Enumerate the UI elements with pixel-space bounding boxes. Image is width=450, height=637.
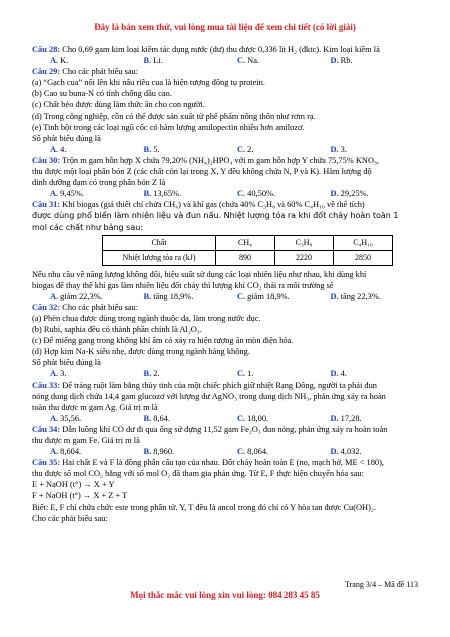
q33-options (50, 413, 424, 424)
question-text: thu được một loại phân bón Z (các chất còn lại trong X, Y đều không chứa N, P và K). Hàm lượng độ (32, 167, 372, 177)
question-text: dinh dưỡng đạm có trong phân bón Z là (32, 178, 166, 188)
question-text: Cho 0,69 gam kim loại kiềm tác dụng nước (dư) thu được 0,336 lít H₂ (đktc). Kim loại kiềm là (62, 45, 380, 54)
heat-table (102, 235, 393, 266)
option-a[interactable]: A. 4. (50, 144, 67, 154)
question-text: toàn thu được m gam Ag. Giá trị m là (32, 402, 158, 412)
table-header-cell: C₃H₈ (275, 235, 334, 250)
table-header-cell: Chất (103, 235, 216, 250)
option-a[interactable]: A. 3. (50, 369, 67, 379)
table-cell: 890 (216, 250, 275, 265)
option-d[interactable]: D. 4. (330, 369, 347, 379)
question-label: Câu 28: (32, 45, 61, 54)
question-33: Câu 33: Để tráng ruột làm bằng thủy tinh của một chiếc phích giữ nhiệt Rạng Đông, người ta phải đun (32, 380, 377, 390)
table-row (103, 250, 393, 265)
option-a[interactable]: A. 9,45%. (50, 189, 84, 199)
option-b[interactable]: B. 13,65%. (143, 189, 182, 199)
statement: (e) Tinh bột trong các loại ngũ cốc có hàm lượng amilopectin nhiều hơn amilozơ. (32, 122, 305, 132)
option-d[interactable]: D. 17,28. (330, 413, 362, 423)
question-text: thu được m gam Fe. Giá trị m là (32, 436, 140, 445)
option-b[interactable]: B. 2. (143, 369, 160, 379)
option-a[interactable]: A. giảm 22,3%. (50, 291, 103, 301)
exam-content (32, 44, 424, 524)
q29-options (50, 144, 424, 155)
option-c[interactable]: C. 8,064. (237, 447, 269, 457)
count-prompt: Số phát biểu đúng là (32, 358, 101, 368)
statement: (c) Để miếng gang trong không khí ẩm có xảy ra hiện tượng ăn mòn điện hóa. (32, 336, 294, 346)
q28-options (50, 55, 424, 66)
question-31: Câu 31: Khí biogas (giả thiết chỉ chứa CH₄) và khí gas (chứa 40% C₃H₈ và 60% C₄H₁₀ về thể tích) (32, 200, 365, 210)
table-cell: Nhiệt lượng tỏa ra (kJ) (103, 250, 216, 265)
option-a[interactable]: A. K. (50, 56, 69, 66)
q32-options (50, 368, 424, 379)
reaction-equation: F + NaOH (t°) → X + Z + T (32, 491, 128, 501)
option-c[interactable]: C. 2. (237, 144, 254, 154)
statement: (a) Phèn chua được dùng trong ngành thuộc da, làm trong nước đục. (32, 313, 261, 323)
question-text: biogas để thay thế khí gas làm nhiên liệu đốt cháy thì lượng khí CO₂ thải ra môi trường sẽ (32, 280, 334, 290)
option-b[interactable]: B. Li. (143, 56, 163, 66)
table-cell: 2220 (275, 250, 334, 265)
statement: (b) Cao su buna-N có tính chống dầu cao. (32, 89, 172, 99)
statement: (d) Hợp kim Na-K siêu nhẹ, được dùng trong ngành hàng không. (32, 347, 250, 357)
question-35: Câu 35: Hai chất E và F là đồng phân cấu tạo của nhau. Đốt cháy hoàn toàn E (no, mạch hở, ME < 180), (32, 458, 384, 468)
option-d[interactable]: D. 4,032. (330, 447, 362, 457)
reaction-equation: E + NaOH (t°) → X + Y (32, 480, 115, 490)
question-text: mol các chất như bảng sau: (32, 222, 144, 232)
page-info: Trang 3/4 – Mã đề 113 (345, 580, 418, 589)
header-banner: Đây là bản xem thử, vui lòng mua tài liệu để xem chi tiết (có lời giải) (94, 22, 356, 32)
question-28 (32, 44, 424, 55)
option-d[interactable]: D. 3. (330, 144, 347, 154)
option-a[interactable]: A. 8,604. (50, 447, 82, 457)
question-text: Nếu nhu cầu về năng lượng không đổi, hiệu suất sử dụng các loại nhiên liệu như nhau, khi dùng khí (32, 269, 367, 279)
option-c[interactable]: C. 18,00. (237, 413, 269, 423)
option-d[interactable]: D. 29,25%. (330, 189, 369, 199)
option-b[interactable]: B. tăng 18,9%. (143, 291, 194, 301)
statement: (c) Chất béo được dùng làm thức ăn cho con người. (32, 100, 205, 110)
q31-options (50, 291, 424, 302)
question-text: Biết: E, F chỉ chứa chức este trong phân tử. Y, T đều là ancol trong đó chỉ có Y hòa tan được Cu(OH)₂. (32, 502, 376, 512)
option-d[interactable]: D. tăng 22,3%. (330, 291, 381, 301)
table-cell: 2850 (334, 250, 393, 265)
option-c[interactable]: C. 40,50%. (237, 189, 276, 199)
option-b[interactable]: B. 8,64. (143, 413, 170, 423)
option-c[interactable]: C. giảm 18,9%. (237, 291, 290, 301)
table-header-cell: C₄H₁₀ (334, 235, 393, 250)
table-header-cell: CH₄ (216, 235, 275, 250)
statement: (d) Trong công nghiệp, cồn có thể được sản xuất từ phế phẩm nông thôn như rơm rạ. (32, 111, 316, 121)
question-text: thu được số mol CO₂ bằng với số mol O₂ đã tham gia phản ứng. Từ E, F thực hiện chuyển hóa sau: (32, 469, 364, 479)
table-header-row (103, 235, 393, 250)
option-d[interactable]: D. Rb. (330, 56, 353, 66)
question-text: Cho các phát biểu sau: (32, 513, 108, 523)
question-32: Câu 32: Cho các phát biểu sau: (32, 302, 139, 312)
footer-banner: Mọi thắc mắc vui lòng xin vui lòng: 084 283 45 85 (130, 590, 320, 600)
question-29: Câu 29: Cho các phát biểu sau: (32, 67, 139, 77)
option-a[interactable]: A. 35,56. (50, 413, 82, 423)
question-30: Câu 30: Trộn m gam hỗn hợp X chứa 79,20% (NH₄)₂HPO₄ với m gam hỗn hợp Y chứa 75,75% KNO₃, (32, 155, 380, 165)
question-text: được dùng phổ biến làm nhiên liệu và đun nấu. Nhiệt lượng tỏa ra khi đốt cháy hoàn toàn 1 (32, 211, 399, 221)
q34-options (50, 446, 424, 457)
option-c[interactable]: C. Na. (237, 56, 260, 66)
option-b[interactable]: B. 8,960. (143, 447, 175, 457)
question-34: Câu 34: Dẫn luồng khí CO dư đi qua ống sứ đựng 11,52 gam Fe₂O₃ đun nóng, phản ứng xảy ra hoàn toàn (32, 424, 388, 434)
question-text: nóng dung dịch chứa 14,4 gam glucozơ với lượng dư AgNO₃ trong dung dịch NH₃, phản ứng xảy ra hoàn (32, 391, 386, 401)
statement: (a) “Gạch cua” nổi lên khi nấu riêu cua là hiện tượng đông tụ protein. (32, 78, 265, 88)
statement: (b) Rubi, saphia đều có thành phần chính là Al₂O₃. (32, 325, 202, 335)
option-c[interactable]: C. 1. (237, 369, 254, 379)
q30-options (50, 188, 424, 199)
option-b[interactable]: B. 5. (143, 144, 160, 154)
count-prompt: Số phát biểu đúng là (32, 133, 101, 143)
